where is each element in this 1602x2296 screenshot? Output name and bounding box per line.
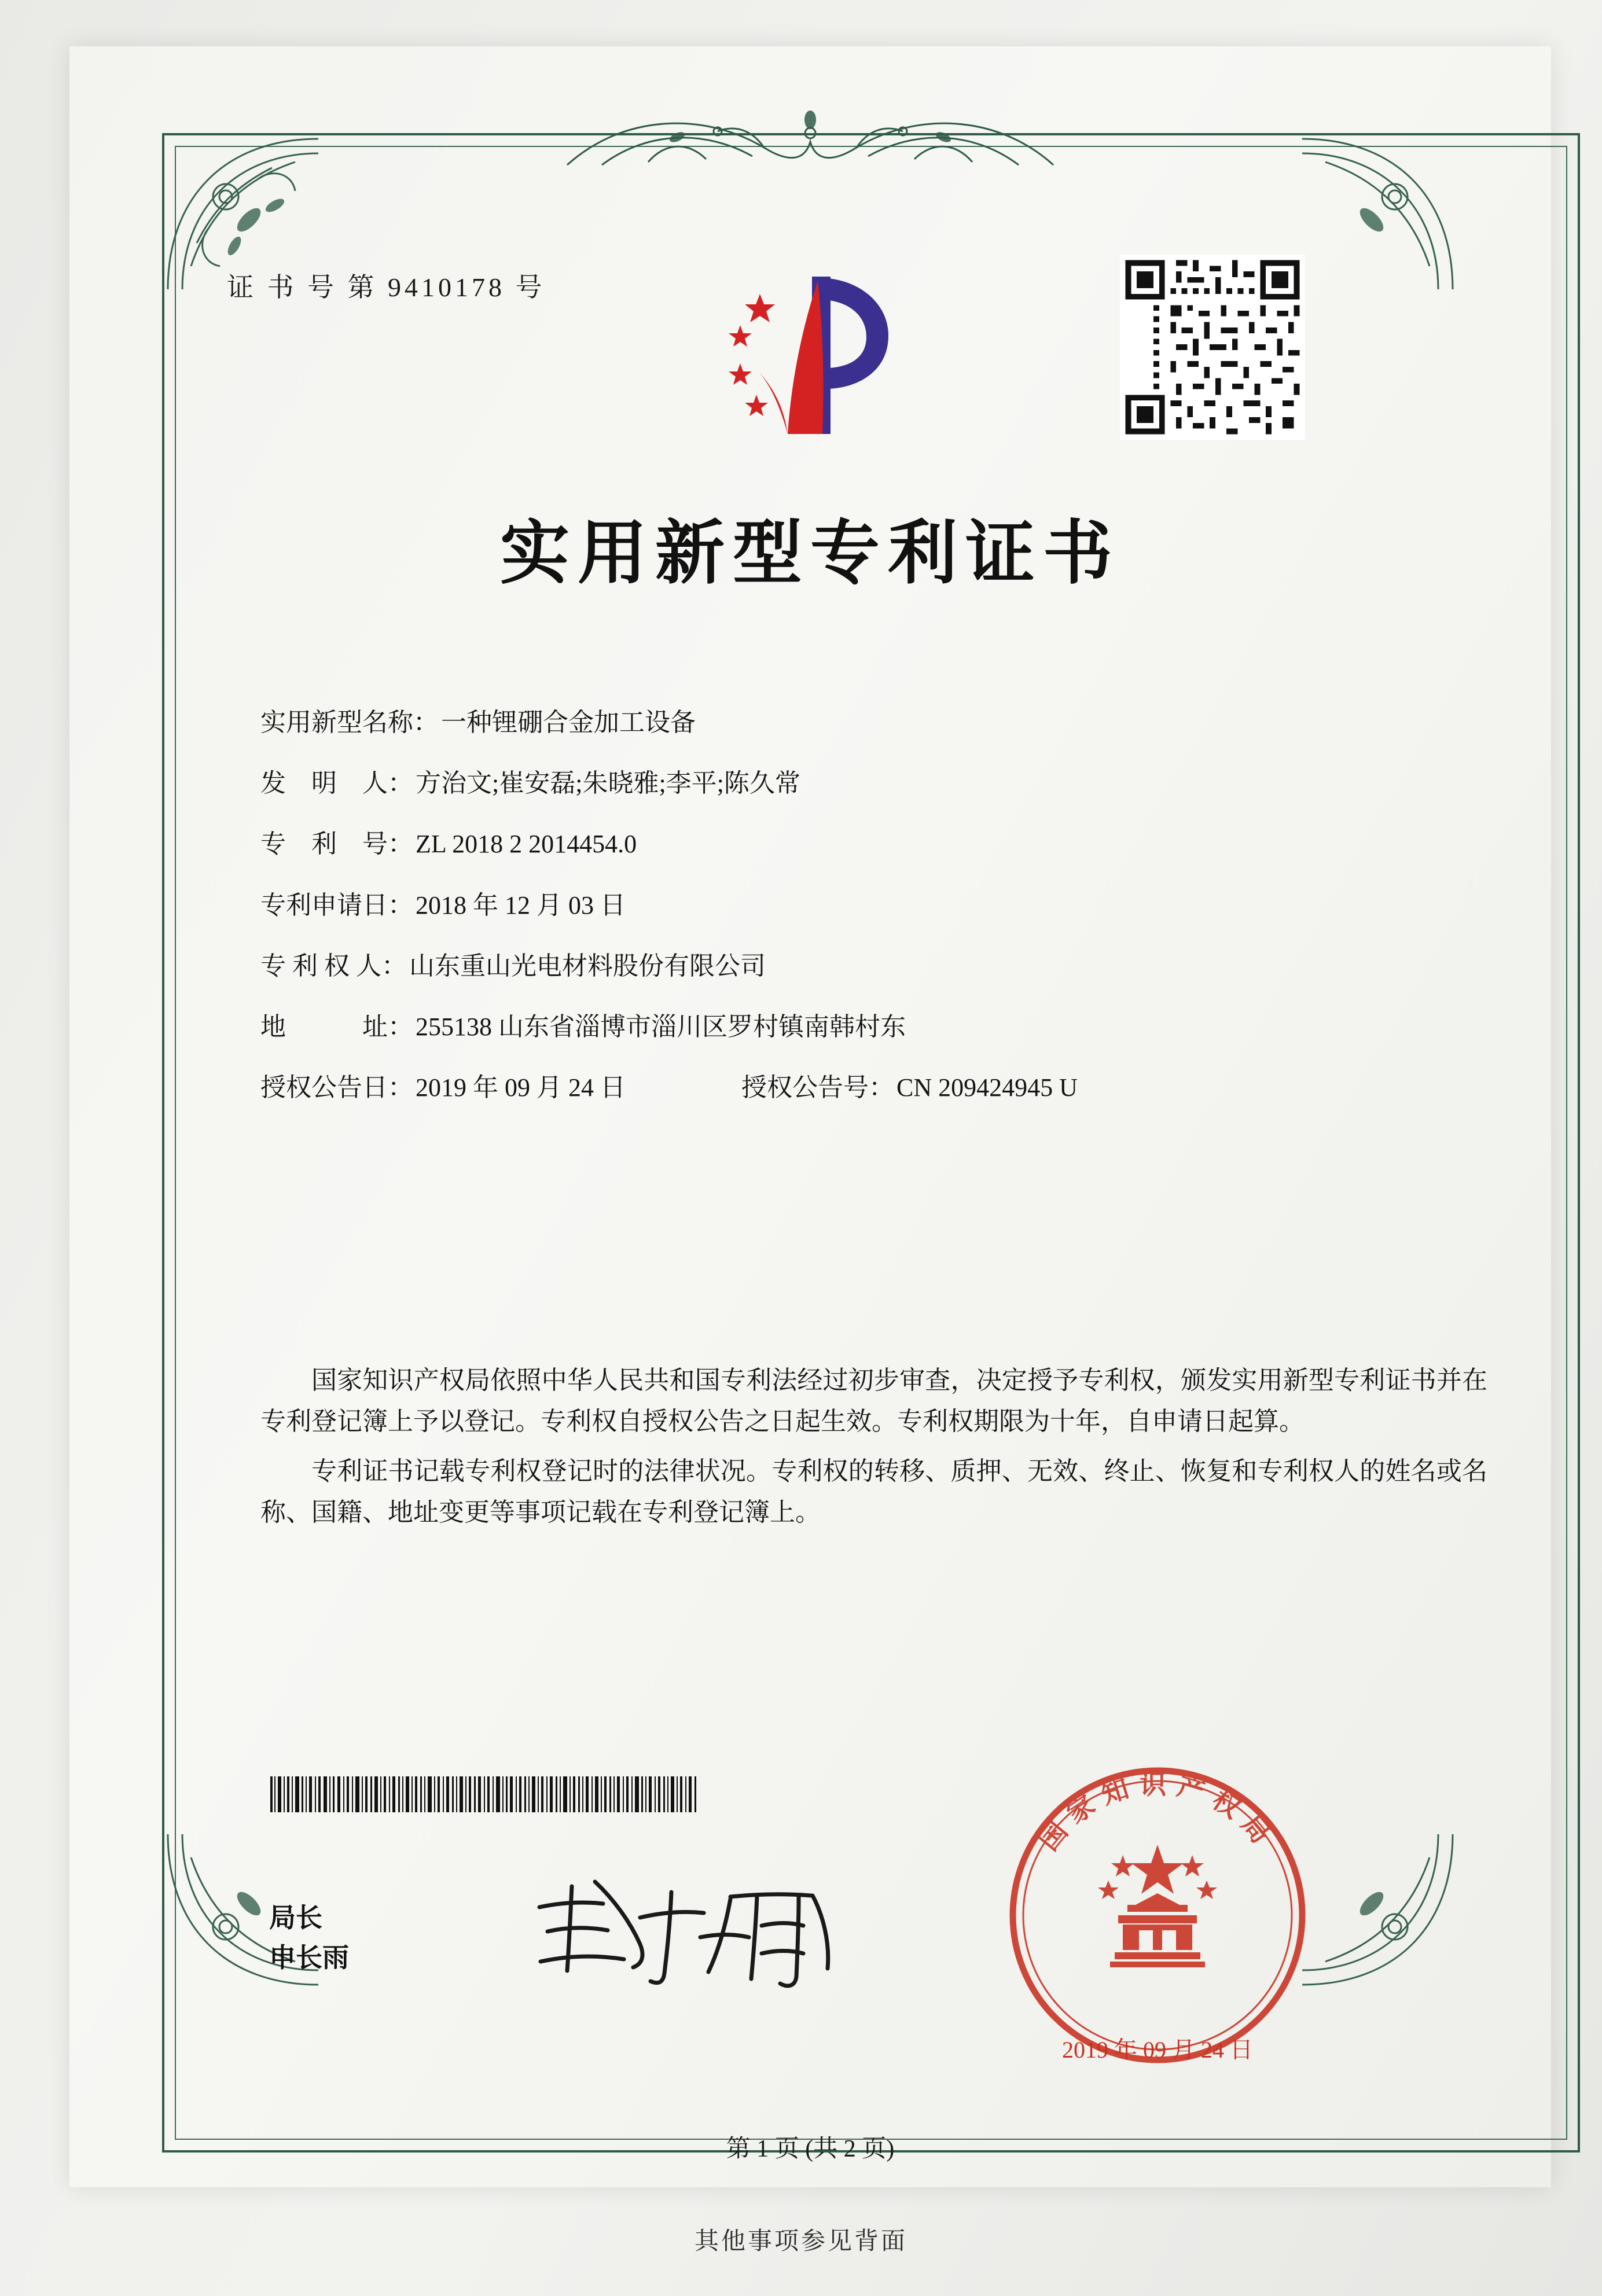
certificate-number: 证 书 号 第 9410178 号 [227, 273, 546, 302]
certificate-paper [69, 46, 1551, 2187]
page-title: 实用新型专利证书 [500, 512, 1120, 594]
corner-ornament-top-right [1291, 127, 1464, 301]
grant-number-value: CN 209424945 U [896, 1073, 1078, 1102]
field-value: ZL 2018 2 2014454.0 [416, 830, 637, 859]
director-signature-block [269, 1898, 349, 1978]
barcode [269, 1776, 697, 1812]
field-label: 实用新型名称： [260, 708, 439, 737]
field-row-inventors [260, 767, 1493, 800]
field-label: 地 址： [260, 1012, 413, 1041]
field-row-application-date [260, 889, 1493, 922]
field-row-utility-model-name [260, 706, 1493, 739]
field-label: 专利申请日： [260, 891, 413, 919]
cnipa-logo-icon [715, 260, 906, 451]
field-label: 专 利 权 人： [260, 951, 407, 980]
certificate-fields [260, 706, 1493, 1132]
top-flourish-ornament [532, 107, 1088, 176]
field-value: 一种锂硼合金加工设备 [441, 708, 696, 737]
field-value: 方治文;崔安磊;朱晓雅;李平;陈久常 [416, 769, 800, 798]
page-indicator: 第 1 页 (共 2 页) [726, 2136, 895, 2162]
legal-paragraph-2: 专利证书记载专利权登记时的法律状况。专利权的转移、质押、无效、终止、恢复和专利权人的姓名或名称、国籍、地址变更等事项记载在专利登记簿上。 [260, 1456, 1487, 1526]
svg-text:国家知识产权局 [1033, 1769, 1282, 1856]
field-row-patentee [260, 950, 1493, 983]
grant-date-label: 授权公告日： [260, 1073, 413, 1102]
director-title: 局长 [269, 1903, 322, 1933]
director-name: 申长雨 [269, 1943, 349, 1973]
official-seal [984, 1742, 1331, 2089]
qr-code-icon [1120, 255, 1305, 440]
field-value: 255138 山东省淄博市淄川区罗村镇南韩村东 [416, 1012, 906, 1041]
grant-number-label: 授权公告号： [741, 1073, 894, 1102]
back-side-note: 其他事项参见背面 [694, 2228, 907, 2255]
field-row-address [260, 1010, 1493, 1043]
field-label: 发 明 人： [260, 769, 413, 798]
seal-date: 2019 年 09 月 24 日 [1062, 2037, 1253, 2063]
legal-paragraph-1: 国家知识产权局依照中华人民共和国专利法经过初步审查，决定授予专利权，颁发实用新型专利证书并在专利登记簿上予以登记。专利权自授权公告之日起生效。专利权期限为十年，自申请日起算。 [260, 1366, 1487, 1436]
grant-date-value: 2019 年 09 月 24 日 [416, 1073, 626, 1102]
field-row-grant-announcement [260, 1071, 1493, 1104]
seal-text: 国家知识产权局 [1033, 1769, 1283, 1857]
legal-text-block [260, 1360, 1487, 1541]
signature-handwriting-icon [527, 1869, 874, 1996]
field-row-patent-number [260, 827, 1493, 860]
field-value: 2018 年 12 月 03 日 [416, 891, 626, 919]
field-label: 专 利 号： [260, 830, 413, 859]
field-value: 山东重山光电材料股份有限公司 [409, 951, 766, 980]
